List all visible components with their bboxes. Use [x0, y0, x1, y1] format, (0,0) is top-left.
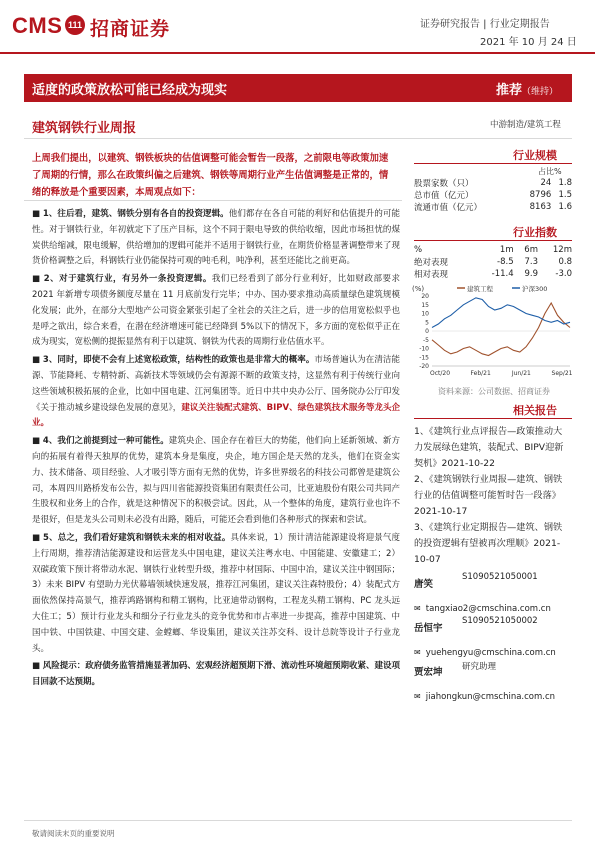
- x-tick-label: Sep/21: [551, 370, 573, 377]
- footer-divider: [24, 820, 572, 821]
- y-tick-label: -20: [419, 363, 429, 371]
- index-period: 12m: [552, 245, 572, 255]
- analyst-block: [414, 572, 570, 704]
- analyst-name: 唐笑: [414, 579, 434, 590]
- mail-icon: ✉: [414, 604, 421, 613]
- y-tick-label: 10: [421, 310, 429, 318]
- index-chart: [410, 282, 575, 382]
- point-3-text: 市场普遍认为在清洁能源、节能降耗、专精特新、高新技术等领域仍会有源源不断的政策支持，这显然有利于传统行业向这些领域积极拓展的企业，比如中国电建、江河集团等。近日中共中央办公厅、国务院办公厅印发《关于推动城乡建设绿色发展的意见》，: [32, 355, 400, 413]
- intro-paragraph: 上周我们提出，以建筑、钢铁板块的估值调整可能会暂告一段落，之前限电等政策加速了周期的行情，那么在政策纠偏之后建筑、钢铁等周期行业产生估值调整是正常的，情绪的释放是个重要因素，本周观点如下：: [32, 153, 389, 198]
- scale-row: [414, 189, 572, 201]
- point-1-text: 他们都存在各自可能的利好和估值提升的可能性。对于钢铁行业，年初就定下了压产目标，这个不同于限电导致的供给收缩，因此市场担忧的煤炭供给缩减，限电缓解，供给增加的逻辑可能并不适用于钢铁行业，在期货价格显著调整带来了现货价格调整之后，科钢铁行业仍能保持可观的吨毛利，吨净利，甚至还能比之前更高。: [32, 209, 401, 267]
- index-label: 相对表现: [414, 270, 449, 280]
- chart-legend: [457, 284, 547, 293]
- index-value: -3.0: [555, 269, 572, 279]
- y-tick-label: 0: [425, 328, 429, 336]
- analyst-email[interactable]: jiahongkun@cmschina.com.cn: [425, 692, 556, 702]
- index-title: 行业指数: [513, 226, 557, 239]
- logo-cn: 招商证券: [90, 18, 171, 40]
- chart-plot-area: [432, 298, 570, 366]
- risk-text: 风险提示：政府债务监管措施显著加码、宏观经济超预期下滑、流动性环境超预期收紧、建设项目回款不达预期。: [32, 661, 400, 688]
- index-value: 0.8: [558, 257, 572, 267]
- logo-cms: CMS: [12, 13, 63, 38]
- analyst-name: 贾宏坤: [414, 667, 443, 678]
- x-tick-label: Jun/21: [511, 370, 531, 377]
- index-value: -11.4: [491, 269, 514, 279]
- y-tick-label: -5: [423, 336, 429, 344]
- chart-ylabel: (%): [412, 285, 425, 293]
- index-unit: %: [414, 245, 423, 255]
- analyst-email[interactable]: yuehengyu@cmschina.com.cn: [425, 648, 556, 658]
- scale-value: 24: [540, 178, 552, 188]
- series-line-hs300: [432, 298, 570, 328]
- body-text: [32, 207, 400, 693]
- index-period: 1m: [499, 245, 514, 255]
- analyst-name: 岳恒宇: [414, 623, 443, 634]
- point-1: ■ 1、往后看，建筑、钢铁分别有各自的投资逻辑。他们都存在各自可能的利好和估值提升的可能性。对于钢铁行业，年初就定下了压产目标，这个不同于限电导致的供给收缩，因此市场担忧的煤炭供给缩减，限电缓解，供给增加的逻辑可能并不适用于钢铁行业，在期货价格显著调整带来了现货价格调整之后，科钢铁行业仍能保持可观的吨毛利，吨净利，甚至还能比之前更高。: [32, 209, 401, 267]
- point-3-head: 3、同时，即使不会有上述宽松政策，结构性的政策也是非常大的概率。: [42, 355, 315, 366]
- index-divider: [414, 240, 572, 241]
- x-tick-label: Oct/20: [429, 370, 451, 377]
- analyst-email-row: [414, 596, 570, 616]
- point-3: ■ 3、同时，即使不会有上述宽松政策，结构性的政策也是非常大的概率。市场普遍认为在清洁能源、节能降耗、专精特新、高新技术等领域仍会有源源不断的政策支持，这显然有利于传统行业向这些领域积极拓展的企业，比如中国电建、江河集团等。近日中共中央办公厅、国务院办公厅印发《关于推动城乡建设绿色发展的意见》，建议关注装配式建筑、BIPV、绿色建筑技术服务等龙头企业。: [32, 355, 400, 429]
- scale-pct: 1.5: [558, 190, 572, 200]
- sector-label: 中游制造/建筑工程: [490, 120, 561, 130]
- index-value: 7.3: [524, 257, 538, 267]
- point-4: ■ 4、我们之前提到过一种可能性。建筑央企、国企存在着巨大的势能，他们向上延新领域、新方向的拓展有着得天独厚的优势，建筑本身是集度，央企，地方国企是天然的龙头，他们在资金实力、技术储备、项目经验、人才吸引等方面有无然的优势，许多世界级名的科技公司都曾是建筑公司，本周四川路桥发布公告，拟与四川省能源投资集团有限责任公司，比亚迪股份有限公司共同产生股权和业务上的合作，就是这种情况下的积极尝试。因此，从一个整体的角度，建筑行业也许不是很好，但是龙头公司则未必没有出路，随后，可能还会看到他们各种形式的探索和尝试。: [32, 436, 400, 526]
- point-2: ■ 2、对于建筑行业，有另外一条投资逻辑。我们已经看到了部分行业利好，比如财政部要求 2021 年新增专项债务额度尽量在 11 月底前发行完毕；中办、国办要求推动高质量绿色建筑规模化发展；此外，在部分大型地产公司资金紧张引起了全社会的关注之后，进一步的信用宽松似乎也是呼之欲出，综合来看，在潜在经济增速可能已经降到 5%以下的情况下，多方面的宽松似乎正在成为现实，宽松侧的提振显然有利于以建筑、钢铁为代表的周期行业估值水平。: [32, 274, 400, 348]
- related-title: 相关报告: [513, 404, 557, 417]
- scale-label: 流通市值（亿元）: [414, 203, 483, 213]
- series-line-construction: [432, 303, 570, 356]
- y-tick-label: 5: [425, 319, 429, 327]
- scale-value: 8163: [529, 202, 552, 212]
- report-subtitle: 建筑钢铁行业周报: [32, 121, 137, 136]
- legend-construction: 建筑工程: [467, 285, 493, 293]
- rating-label: 推荐: [496, 83, 523, 98]
- legend-hs300: 沪深300: [522, 285, 548, 293]
- point-2-head: 2、对于建筑行业，有另外一条投资逻辑。: [43, 274, 212, 285]
- scale-label: 股票家数（只）: [414, 179, 474, 189]
- scale-unit: 占比%: [538, 167, 562, 176]
- point-3-highlight: 建议关注装配式建筑、BIPV、绿色建筑技术服务等龙头企业。: [32, 402, 400, 429]
- point-2-text: 我们已经看到了部分行业利好，比如财政部要求 2021 年新增专项债务额度尽量在 11 月底前发行完毕；中办、国办要求推动高质量绿色建筑规模化发展；此外，在部分大型地产公司资金紧张引起了全社会的关注之后，进一步的信用宽松似乎也是呼之欲出，综合来看，在潜在经济增速可能已经降到 5%以下的情况下，多方面的宽松似乎正在成为现实，宽松侧的提振显然有利于以建筑、钢铁为代表的周期行业估值水平。: [32, 274, 400, 348]
- logo-mark: 111: [65, 15, 85, 35]
- index-period: 6m: [524, 245, 538, 255]
- scale-row: [414, 177, 572, 189]
- scale-row: [414, 201, 572, 213]
- point-5-text: 具体来说，1）预计清洁能源建设将迎景气度上行周期，推荐清洁能源建设和运营龙头中国电建，建议关注粤水电、中国能建、安徽建工；2）双碳政策下预计将带动水泥、钢铁行业转型升级，推荐中材国际、中国中冶，建议关注中钢国际；3）未来 BIPV 有望助力光伏幕墙领域快速发展，推荐江河集团，建议关注森特股份；4）装配式方面依然保持高景气，推荐鸿路钢构和精工钢构，比亚迪带动钢构，工程龙头精工钢构、PC 龙头远大住工；5）预计行业龙头和细分子行业龙头的竞争优势和市占率进一步提高，推荐中国建筑、中国中铁、中国铁建、中国交建、金螳螂、华设集团，建议关注苏交科、设计总院等设计子行业龙头。: [32, 532, 400, 654]
- mail-icon: ✉: [414, 692, 421, 701]
- report-type: 证券研究报告 | 行业定期报告: [420, 19, 550, 30]
- index-table: [414, 244, 572, 280]
- intro-divider: [24, 200, 402, 201]
- index-value: 9.9: [524, 269, 538, 279]
- analyst-email-row: [414, 684, 570, 704]
- footer-note: 敬请阅读末页的重要说明: [32, 829, 115, 838]
- index-label: 绝对表现: [414, 258, 449, 268]
- header-divider: [0, 52, 595, 54]
- chart-source: 资料来源：公司数据、招商证券: [438, 387, 550, 396]
- scale-title: 行业规模: [513, 149, 557, 162]
- analyst-email[interactable]: tangxiao2@cmschina.com.cn: [425, 604, 551, 614]
- y-tick-label: 15: [421, 301, 429, 309]
- index-row: [414, 268, 572, 280]
- point-4-text: 建筑央企、国企存在着巨大的势能，他们向上延新领域、新方向的拓展有着得天独厚的优势，建筑本身是集度，央企，地方国企是天然的龙头，他们在资金实力、技术储备、项目经验、人才吸引等方面有无然的优势，许多世界级名的科技公司都曾是建筑公司，本周四川路桥发布公告，拟与四川省能源投资集团有限责任公司，比亚迪股份有限公司共同产生股权和业务上的合作，就是这种情况下的积极尝试。因此，从一个整体的角度，建筑行业也许不是很好，但是龙头公司则未必没有出路，随后，可能还会看到他们各种形式的探索和尝试。: [32, 436, 400, 526]
- related-report[interactable]: 2、《建筑钢铁行业周报—建筑、钢铁行业的估值调整可能暂时告一段落》2021-10-17: [414, 474, 563, 517]
- rating-note: （维持）: [522, 87, 559, 97]
- scale-pct: 1.6: [558, 202, 572, 212]
- report-date: 2021 年 10 月 24 日: [480, 37, 577, 48]
- y-tick-label: -10: [419, 345, 429, 353]
- analyst-cert: 研究助理: [462, 662, 497, 672]
- index-header-row: [414, 244, 572, 256]
- point-4-head: 4、我们之前提到过一种可能性。: [42, 436, 169, 447]
- y-tick-label: 20: [421, 293, 429, 301]
- index-value: -8.5: [497, 257, 514, 267]
- chart-y-ticks: [419, 293, 429, 370]
- point-5: ■ 5、总之，我们看好建筑和钢铁未来的相对收益。具体来说，1）预计清洁能源建设将迎景气度上行周期，推荐清洁能源建设和运营龙头中国电建，建议关注粤水电、中国能建、安徽建工；2）双碳政策下预计将带动水泥、钢铁行业转型升级，推荐中材国际、中国中冶，建议关注中钢国际；3）未来 BIPV 有望助力光伏幕墙领域快速发展，推荐江河集团，建议关注森特股份；4）装配式方面依然保持高景气，推荐鸿路钢构和精工钢构，比亚迪带动钢构，工程龙头精工钢构、PC 龙头远大住工；5）预计行业龙头和细分子行业龙头的竞争优势和市占率进一步提高，推荐中国建筑、中国中铁、中国铁建、中国交建、金螳螂、华设集团，建议关注苏交科、设计总院等设计子行业龙头。: [32, 532, 400, 654]
- point-1-head: 1、往后看，建筑、钢铁分别有各自的投资逻辑。: [42, 209, 229, 219]
- related-report[interactable]: 3、《建筑行业定期报告—建筑、钢铁的投资逻辑有望被再次理顺》2021-10-07: [414, 522, 563, 565]
- subtitle-divider: [24, 138, 572, 139]
- scale-divider: [414, 163, 572, 164]
- point-5-head: 5、总之，我们看好建筑和钢铁未来的相对收益。: [43, 532, 231, 543]
- analyst: [414, 572, 570, 596]
- index-row: [414, 256, 572, 268]
- analyst-cert: S1090521050001: [462, 572, 538, 582]
- analyst-cert: S1090521050002: [462, 616, 538, 626]
- analyst: [414, 660, 570, 684]
- related-report[interactable]: 1、《建筑行业点评报告—政策推动大力发展绿色建筑，装配式、BIPV迎新契机》2021-10-22: [414, 426, 564, 469]
- rating: [496, 79, 558, 98]
- scale-label: 总市值（亿元）: [414, 191, 474, 201]
- scale-table: [414, 177, 572, 213]
- analyst-email-row: [414, 640, 570, 660]
- x-tick-label: Feb/21: [470, 370, 491, 377]
- scale-pct: 1.8: [558, 178, 572, 188]
- mail-icon: ✉: [414, 648, 421, 657]
- risk-note: ■ 风险提示：政府债务监管措施显著加码、宏观经济超预期下滑、流动性环境超预期收紧、建设项目回款不达预期。: [32, 661, 400, 688]
- y-tick-label: -15: [419, 354, 429, 362]
- analyst: [414, 616, 570, 640]
- report-title: 适度的政策放松可能已经成为现实: [32, 83, 228, 98]
- related-divider: [414, 418, 572, 419]
- chart-x-ticks: [430, 370, 573, 377]
- scale-value: 8796: [529, 190, 552, 200]
